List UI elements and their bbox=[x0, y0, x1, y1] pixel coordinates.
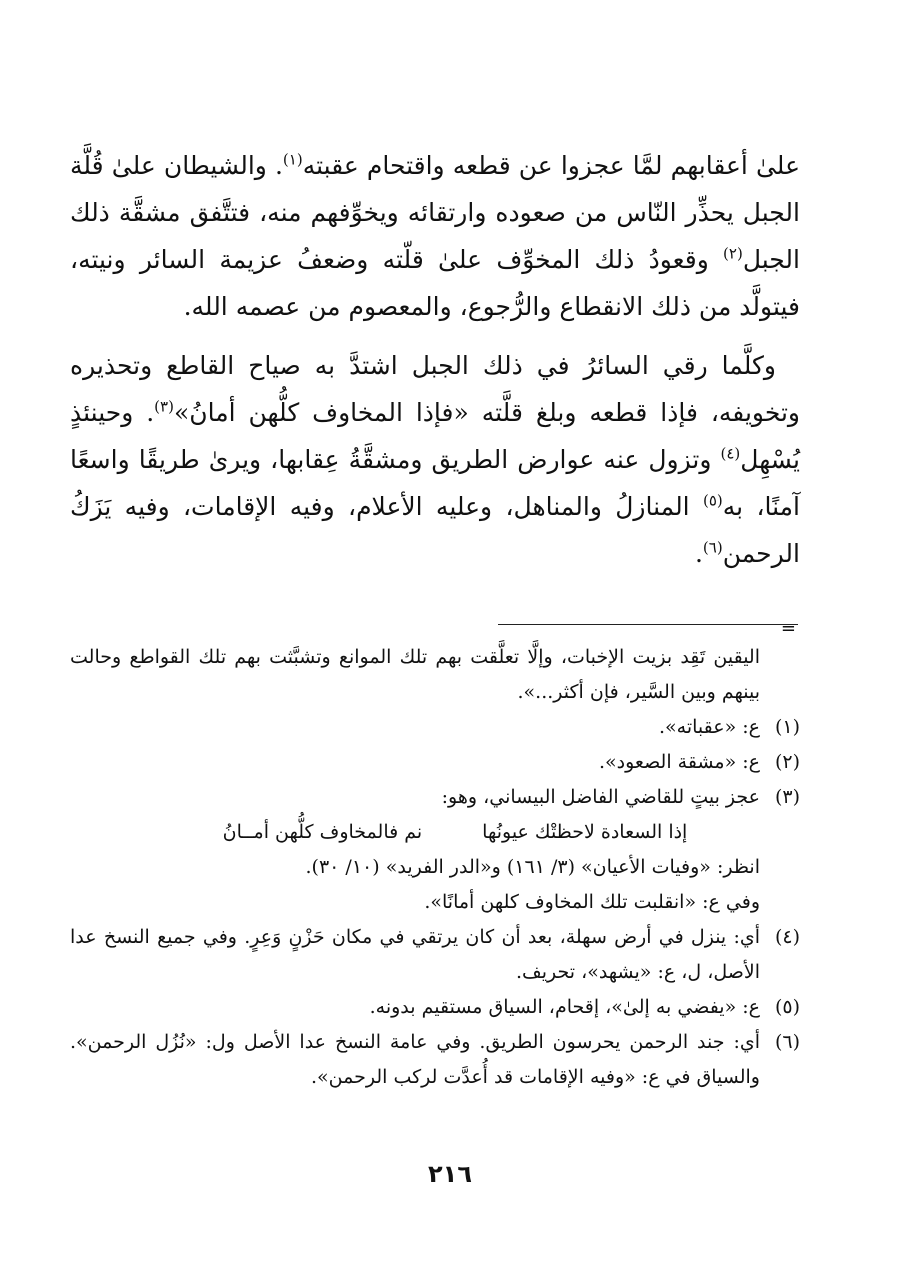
footnote-4 bbox=[70, 920, 800, 990]
paragraph-1-part-c: وقعودُ ذلك المخوِّف علىٰ قلّته وضعفُ عزيمة السائر ونيته، فيتولَّد من ذلك الانقطاع والرُّجوع، والمعصوم من عصمه الله. bbox=[70, 245, 800, 321]
footnote-separator bbox=[498, 618, 798, 640]
paragraph-2-part-c: وتزول عنه عوارض الطريق ومشقَّةُ عِقابها، ويرىٰ طريقًا واسعًا آمنًا، به bbox=[70, 445, 801, 521]
footnote-ref-5: (٥) bbox=[702, 491, 723, 510]
main-text bbox=[70, 142, 800, 589]
paragraph-2-part-d: المنازلُ والمناهل، وعليه الأعلام، وفيه الإقامات، وفيه يَزَكُ الرحمن bbox=[70, 492, 800, 568]
footnote-number: (٦) bbox=[774, 1031, 800, 1053]
footnote-ref-2: (٢) bbox=[723, 244, 743, 263]
paragraph-1-part-a: علىٰ أعقابهم لمَّا عجزوا عن قطعه واقتحام عقبته bbox=[302, 151, 800, 180]
separator-line bbox=[498, 624, 798, 625]
footnote-6 bbox=[70, 1025, 800, 1095]
footnote-number: (٥) bbox=[774, 996, 800, 1018]
page-number: ٢١٦ bbox=[428, 1160, 472, 1188]
footnote-5 bbox=[70, 990, 800, 1025]
paragraph-1-part-b: . والشيطان علىٰ قُلَّة الجبل يحذِّر النّاس من صعوده وارتقائه ويخوِّفهم منه، فتتَّفق مشقَّة ذلك الجبل bbox=[70, 151, 800, 274]
paragraph-2 bbox=[70, 342, 800, 577]
footnote-3 bbox=[70, 780, 800, 815]
footnote-text: أي: ينزل في أرض سهلة، بعد أن كان يرتقي في مكان حَزْنٍ وَعِرٍ. وفي جميع النسخ عدا الأصل، ل، ع: «يشهد»، تحريف. bbox=[70, 926, 760, 983]
paragraph-2-part-a: وكلَّما رقي السائرُ في ذلك الجبل اشتدَّ به صياح القاطع وتحذيره وتخويفه، فإذا قطعه وبلغ قلَّته «فإذا المخاوف كلُّهن أمانُ» bbox=[70, 351, 800, 427]
footnote-2 bbox=[70, 745, 800, 780]
footnote-number: (٢) bbox=[774, 751, 800, 773]
footnote-text: عجز بيتٍ للقاضي الفاضل البيساني، وهو: bbox=[441, 786, 760, 808]
footnote-text: ع: «يفضي به إلىٰ»، إقحام، السياق مستقيم بدونه. bbox=[369, 996, 760, 1018]
footnote-3-source: انظر: «وفيات الأعيان» (٣/ ١٦١) و«الدر الفريد» (١٠/ ٣٠). bbox=[305, 856, 760, 878]
footnote-ref-1: (١) bbox=[282, 150, 303, 169]
footnote-number: (٤) bbox=[774, 926, 800, 948]
footnote-ref-4: (٤) bbox=[720, 444, 741, 463]
paragraph-1 bbox=[70, 142, 800, 330]
verse-hemistich-1: إذا السعادة لاحظتْك عيونُها bbox=[482, 821, 688, 843]
footnote-text: أي: جند الرحمن يحرسون الطريق. وفي عامة النسخ عدا الأصل ول: «نُزُل الرحمن». والسياق في ع: «وفيه الإقامات قد أُعدَّت لركب الرحمن». bbox=[70, 1031, 760, 1088]
continuation-mark: = bbox=[780, 618, 796, 639]
footnote-ref-6: (٦) bbox=[702, 538, 723, 557]
footnotes bbox=[70, 640, 800, 1095]
footnote-3-variant: وفي ع: «انقلبت تلك المخاوف كلهن أمانًا». bbox=[424, 891, 760, 913]
footnote-continuation: اليقين تَقِد بزيت الإخبات، وإلَّا تعلَّقت بهم تلك الموانع وتشبَّثت بهم تلك القواطع وحالت بينهم وبين السَّير، فإن أكثر...». bbox=[70, 646, 760, 703]
footnote-number: (٣) bbox=[774, 786, 800, 808]
footnote-number: (١) bbox=[774, 716, 800, 738]
poetry-verse bbox=[70, 815, 800, 850]
paragraph-2-part-b: . وحينئذٍ يُسْهِل bbox=[70, 398, 800, 474]
verse-hemistich-2: نم فالمخاوف كلُّهن أمــانُ bbox=[222, 821, 423, 843]
footnote-ref-3: (٣) bbox=[154, 397, 174, 416]
footnote-text: ع: «عقباته». bbox=[658, 716, 760, 738]
footnote-text: ع: «مشقة الصعود». bbox=[598, 751, 760, 773]
footnote-1 bbox=[70, 710, 800, 745]
paragraph-2-part-e: . bbox=[694, 539, 703, 568]
